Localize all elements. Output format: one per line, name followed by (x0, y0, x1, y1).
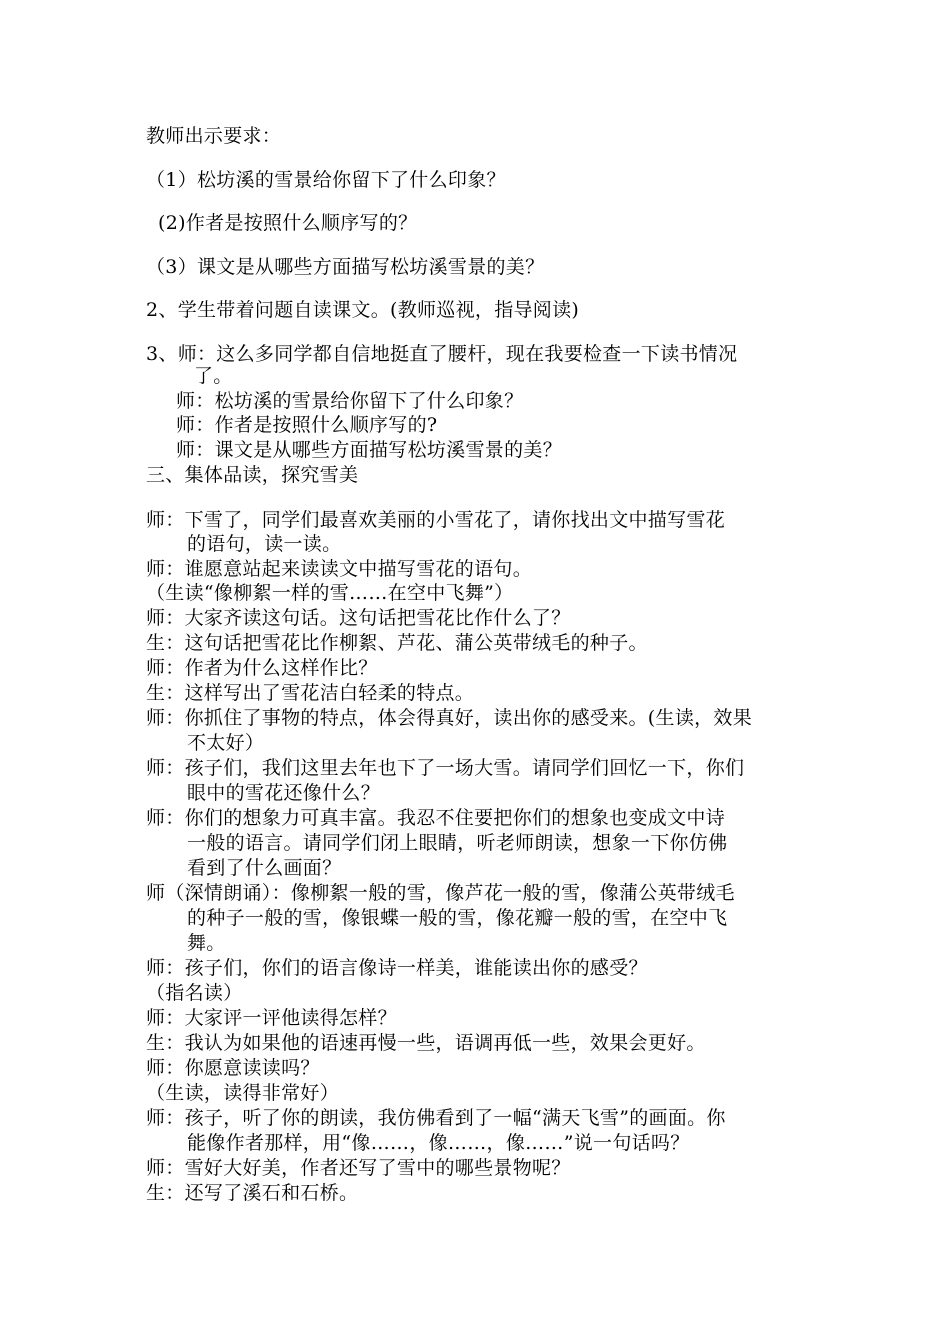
text-line: 生：这句话把雪花比作柳絮、芦花、蒲公英带绒毛的种子。 (146, 632, 648, 654)
text-line: 了。 (194, 365, 233, 387)
text-line: 师：作者为什么这样作比？ (146, 657, 378, 679)
text-line: 师：孩子们，你们的语言像诗一样美，谁能读出你的感受？ (146, 957, 648, 979)
text-line: 生：我认为如果他的语速再慢一些，语调再低一些，效果会更好。 (146, 1032, 706, 1054)
text-line: 师：你抓住了事物的特点，体会得真好，读出你的感受来。(生读，效果 (146, 707, 753, 729)
text-line: 师：你愿意读读吗？ (146, 1057, 320, 1079)
text-line: 生：还写了溪石和石桥。 (146, 1182, 359, 1204)
text-line: 师：松坊溪的雪景给你留下了什么印象？ (176, 390, 524, 412)
text-line: 师：课文是从哪些方面描写松坊溪雪景的美？ (176, 439, 563, 461)
text-line: 师（深情朗诵）：像柳絮一般的雪，像芦花一般的雪，像蒲公英带绒毛 (146, 882, 735, 904)
text-line: 师：孩子，听了你的朗读，我仿佛看到了一幅“满天飞雪”的画面。你 (146, 1107, 726, 1129)
text-line: 师：雪好大好美，作者还写了雪中的哪些景物呢？ (146, 1157, 571, 1179)
text-line: 生：这样写出了雪花洁白轻柔的特点。 (146, 682, 475, 704)
text-line: 看到了什么画面？ (187, 857, 342, 879)
text-line: 的种子一般的雪，像银蝶一般的雪，像花瓣一般的雪，在空中飞 (187, 907, 728, 929)
text-line: 舞。 (187, 932, 226, 954)
text-line: （1）松坊溪的雪景给你留下了什么印象？ (146, 169, 506, 191)
text-line: 3、师：这么多同学都自信地挺直了腰杆，现在我要检查一下读书情况 (146, 343, 738, 365)
text-line: 师：大家评一评他读得怎样？ (146, 1007, 397, 1029)
text-line: （生读“像柳絮一样的雪……在空中飞舞”） (146, 582, 514, 604)
text-line: (2)作者是按照什么顺序写的？ (158, 212, 418, 234)
text-line: 能像作者那样，用“像……，像……，像……”说一句话吗？ (187, 1132, 690, 1154)
text-line: 师：你们的想象力可真丰富。我忍不住要把你们的想象也变成文中诗 (146, 807, 726, 829)
text-line: 三、集体品读，探究雪美 (146, 464, 359, 486)
text-line: （3）课文是从哪些方面描写松坊溪雪景的美？ (146, 256, 545, 278)
text-line: 师：作者是按照什么顺序写的? (176, 414, 438, 436)
text-line: 2、学生带着问题自读课文。(教师巡视，指导阅读) (146, 299, 580, 321)
text-line: 的语句，读一读。 (187, 533, 342, 555)
text-line: 师：大家齐读这句话。这句话把雪花比作什么了？ (146, 607, 571, 629)
text-line: 师：孩子们，我们这里去年也下了一场大雪。请同学们回忆一下，你们 (146, 757, 745, 779)
text-line: （生读，读得非常好） (146, 1082, 340, 1104)
text-line: 眼中的雪花还像什么？ (187, 782, 381, 804)
text-line: （指名读） (146, 982, 243, 1004)
text-line: 师：下雪了，同学们最喜欢美丽的小雪花了，请你找出文中描写雪花 (146, 509, 726, 531)
text-line: 师：谁愿意站起来读读文中描写雪花的语句。 (146, 558, 533, 580)
text-line: 教师出示要求： (146, 125, 282, 147)
text-line: 不太好） (187, 732, 265, 754)
text-line: 一般的语言。请同学们闭上眼睛，听老师朗读，想象一下你仿佛 (187, 832, 728, 854)
